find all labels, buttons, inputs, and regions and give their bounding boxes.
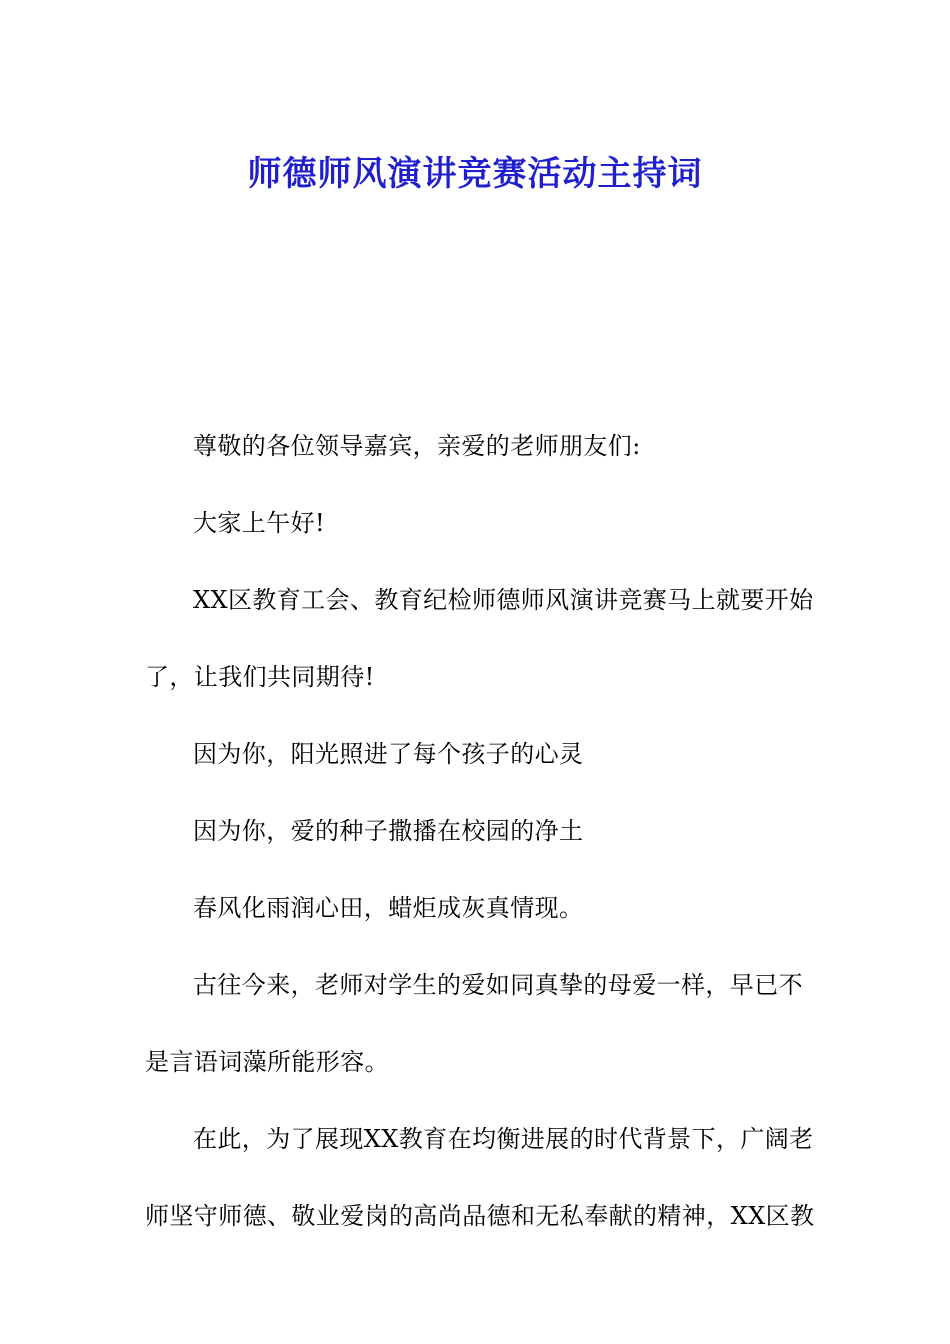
paragraph-line-continued: 了，让我们共同期待! [145, 663, 375, 691]
paragraph-line-continued: 师坚守师德、敬业爱岗的高尚品德和无私奉献的精神，XX区教 [145, 1202, 815, 1230]
poem-line: 因为你，爱的种子撒播在校园的净土 [193, 817, 584, 845]
document-title: 师德师风演讲竞赛活动主持词 [247, 153, 703, 194]
document-body [145, 408, 813, 1255]
greeting-line: 尊敬的各位领导嘉宾，亲爱的老师朋友们: [193, 432, 641, 460]
poem-line: 因为你，阳光照进了每个孩子的心灵 [193, 740, 584, 768]
paragraph-line-continued: 是言语词藻所能形容。 [145, 1048, 389, 1076]
poem-line: 春风化雨润心田，蜡炬成灰真情现。 [193, 894, 584, 922]
paragraph-line: 在此，为了展现XX教育在均衡进展的时代背景下，广阔老 [193, 1125, 814, 1153]
paragraph-line: XX区教育工会、教育纪检师德师风演讲竞赛马上就要开始 [193, 586, 814, 614]
morning-greeting-line: 大家上午好! [193, 509, 326, 537]
paragraph-line: 古往今来，老师对学生的爱如同真挚的母爱一样，早已不 [193, 971, 803, 999]
